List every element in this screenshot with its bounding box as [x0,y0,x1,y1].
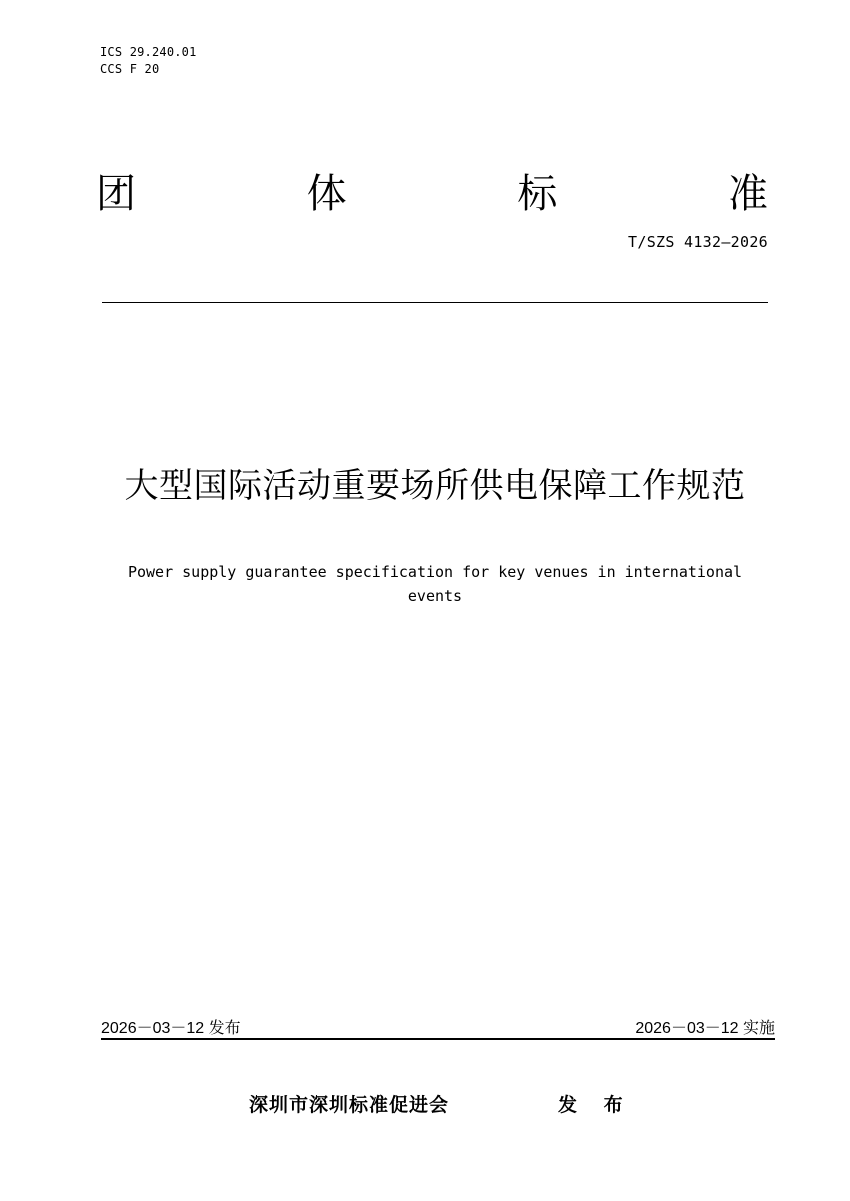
publish-label: 发 布 [558,1094,633,1116]
standard-type-char-3: 标 [517,170,558,217]
standard-type-char-2: 体 [306,170,347,217]
standard-type-char-4: 准 [727,170,768,217]
issue-date: 2026－03－12 发布 [101,1020,241,1037]
header-divider [102,302,768,303]
document-title-chinese: 大型国际活动重要场所供电保障工作规范 [124,466,746,506]
ics-code: ICS 29.240.01 [100,45,197,59]
ccs-code: CCS F 20 [100,62,160,76]
standard-type-char-1: 团 [96,170,136,217]
classification-codes [100,44,197,78]
standard-code: T/SZS 4132—2026 [628,233,768,251]
english-title-line-1: Power supply guarantee specification for key venues in international [127,563,743,581]
publisher-name: 深圳市深圳标准促进会 [249,1094,450,1116]
english-title-line-2: events [407,587,463,605]
standard-type-heading [96,164,768,216]
footer-divider [101,1038,775,1040]
implementation-date: 2026－03－12 实施 [635,1020,775,1037]
document-title-english [60,560,810,608]
